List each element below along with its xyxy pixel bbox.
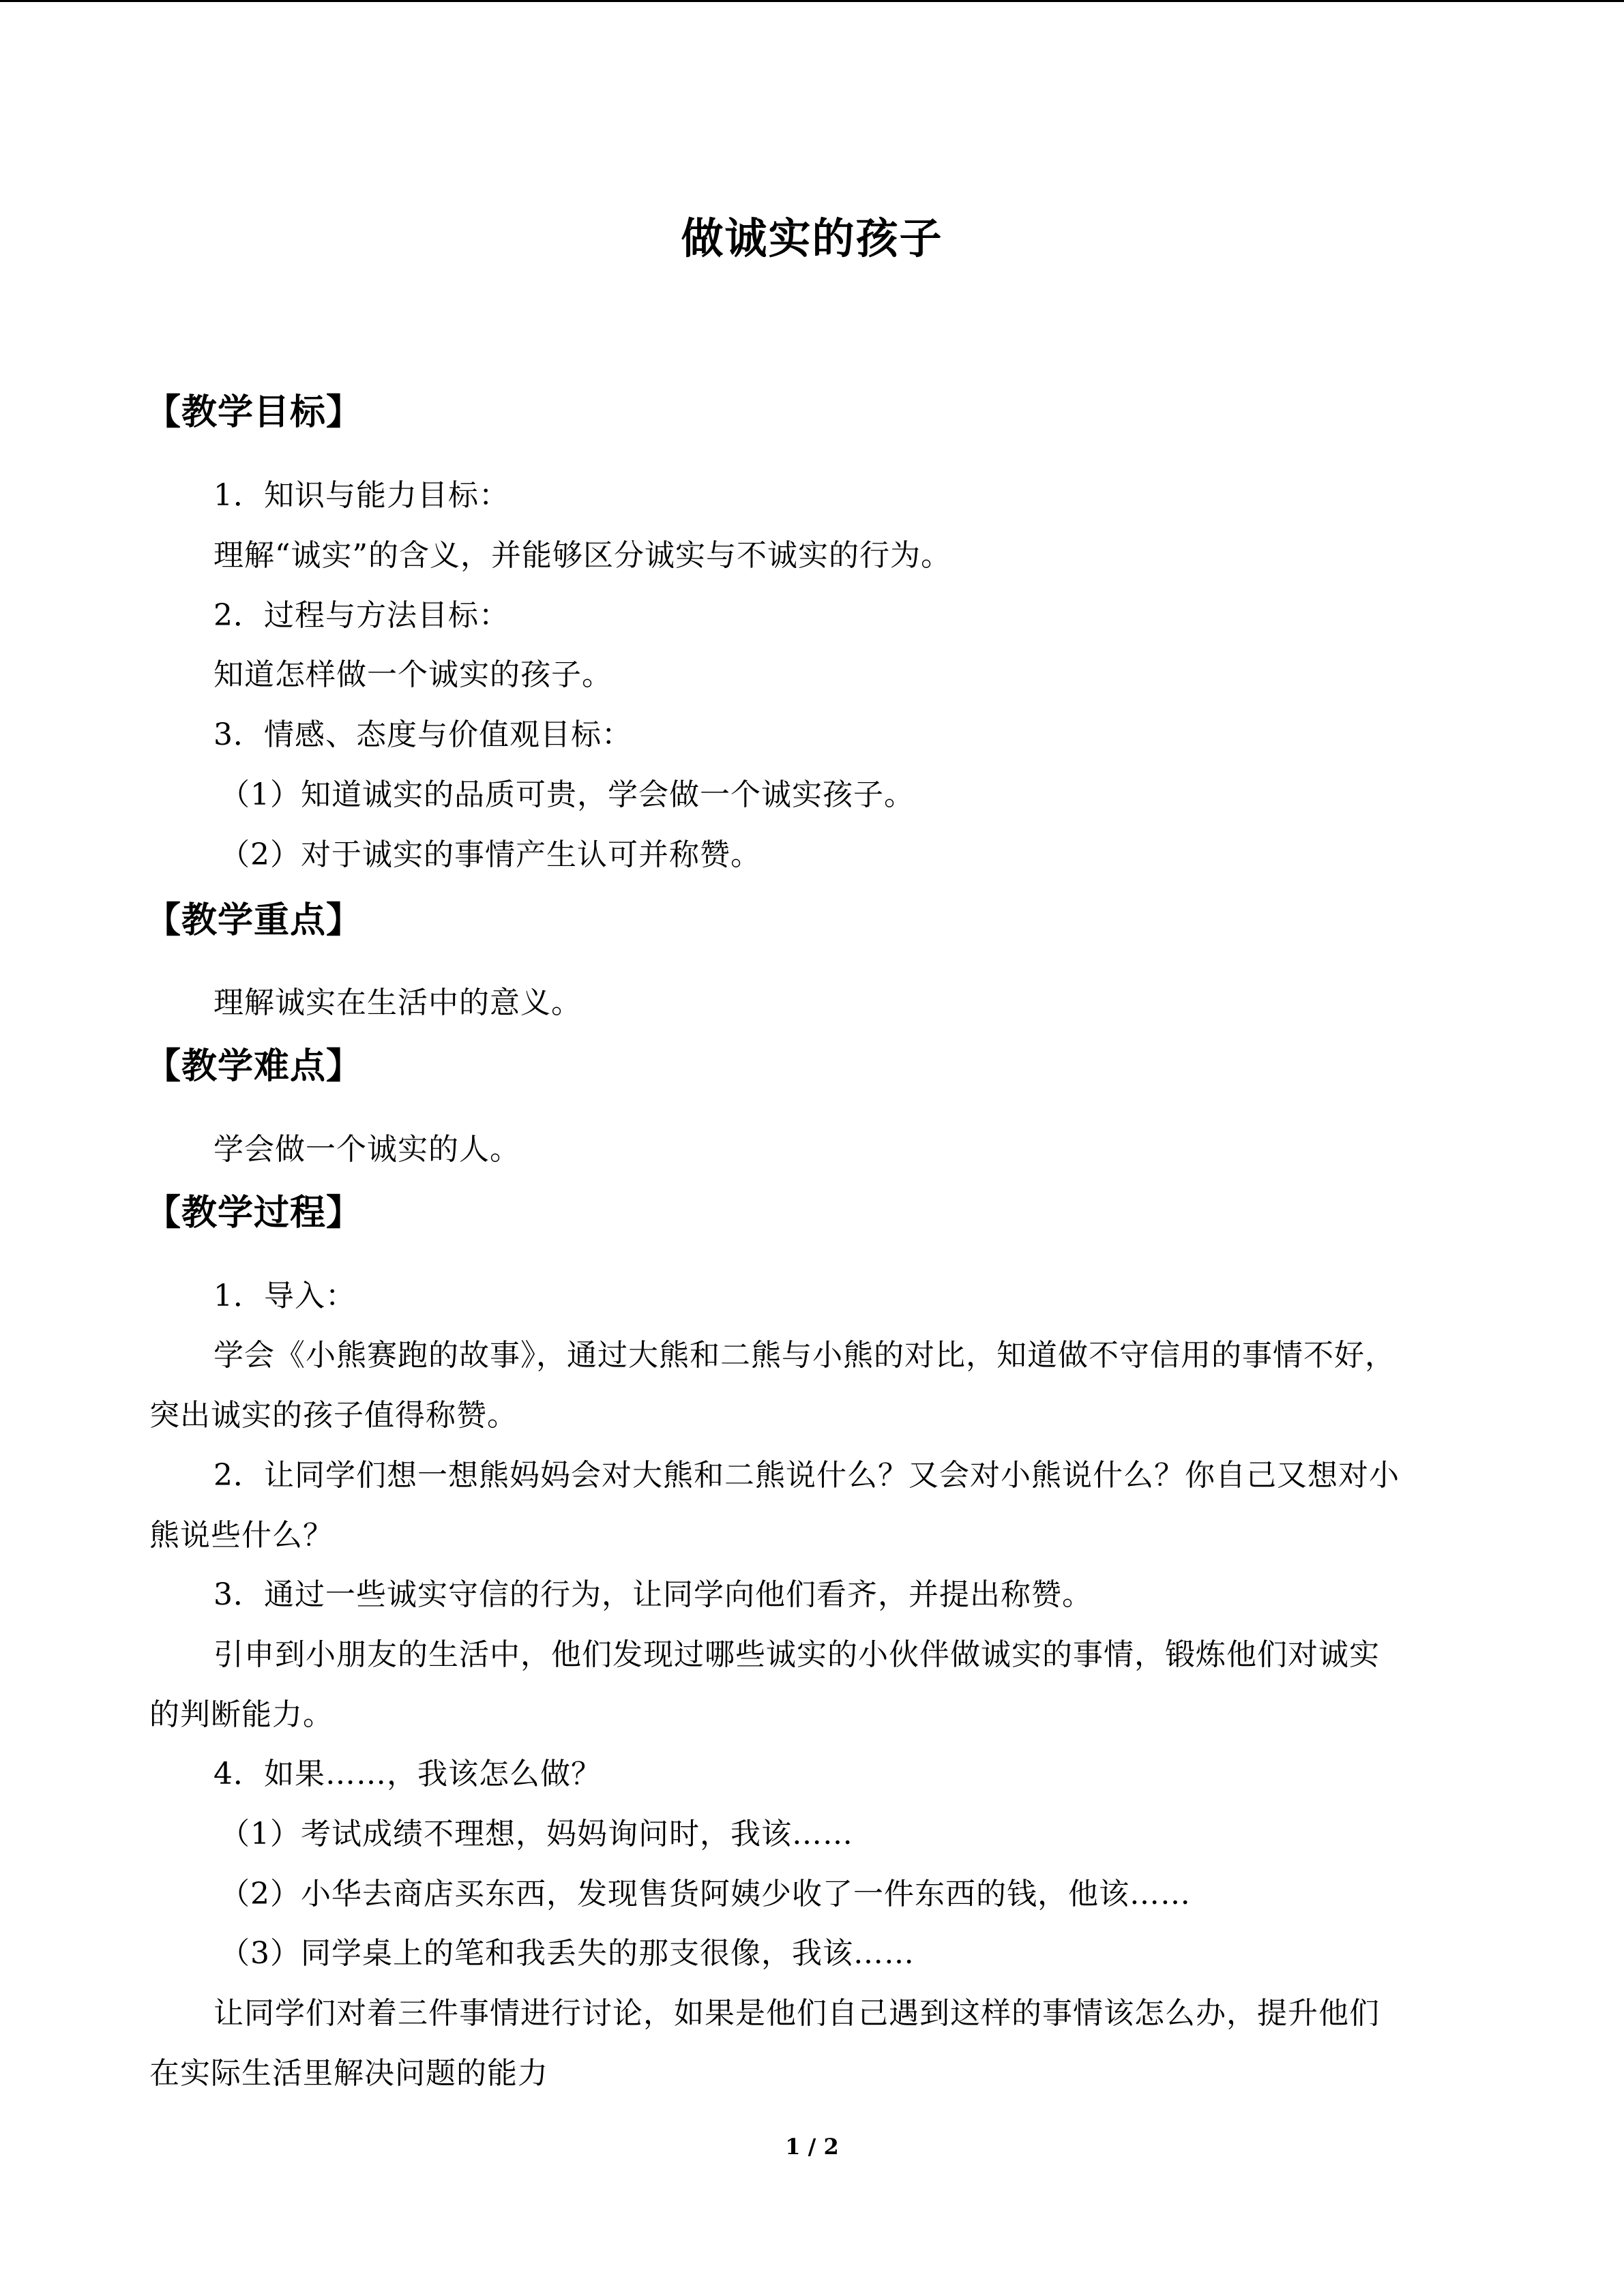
process-line: 的判断能力。 [149, 1697, 334, 1732]
document-title: 做诚实的孩子 [681, 213, 943, 263]
key-points-line: 理解诚实在生活中的意义。 [213, 985, 582, 1020]
process-line: 让同学们对着三件事情进行讨论，如果是他们自己遇到这样的事情该怎么办，提升他们 [213, 1996, 1380, 2031]
goals-line: （2）对于诚实的事情产生认可并称赞。 [220, 837, 761, 872]
section-heading-process: 【教学过程】 [145, 1192, 363, 1234]
process-line: （2）小华去商店买东西，发现售货阿姨少收了一件东西的钱，他该…… [220, 1877, 1191, 1911]
process-line: （1）考试成绩不理想，妈妈询问时，我该…… [220, 1817, 853, 1851]
process-line: （3）同学桌上的笔和我丢失的那支很像，我该…… [220, 1936, 915, 1971]
process-line: 突出诚实的孩子值得称赞。 [149, 1398, 518, 1433]
process-line: 4．如果……，我该怎么做？ [213, 1757, 602, 1791]
section-heading-key-points: 【教学重点】 [145, 899, 363, 941]
process-line: 2．让同学们想一想熊妈妈会对大熊和二熊说什么？又会对小熊说什么？你自己又想对小 [213, 1458, 1400, 1493]
process-line: 3．通过一些诚实守信的行为，让同学向他们看齐，并提出称赞。 [213, 1577, 1093, 1612]
goals-line: 1．知识与能力目标： [213, 478, 510, 513]
page-number: 1 / 2 [785, 2134, 839, 2160]
goals-line: 3．情感、态度与价值观目标： [213, 717, 632, 752]
goals-line: 2．过程与方法目标： [213, 598, 510, 633]
process-line: 熊说些什么？ [149, 1518, 334, 1553]
process-line: 1．导入： [213, 1279, 356, 1313]
difficulties-line: 学会做一个诚实的人。 [213, 1132, 520, 1167]
goals-line: 理解“诚实”的含义，并能够区分诚实与不诚实的行为。 [213, 538, 951, 573]
process-line: 学会《小熊赛跑的故事》，通过大熊和二熊与小熊的对比，知道做不守信用的事情不好， [213, 1338, 1396, 1373]
section-heading-goals: 【教学目标】 [145, 391, 363, 433]
process-line: 引申到小朋友的生活中，他们发现过哪些诚实的小伙伴做诚实的事情，锻炼他们对诚实 [213, 1637, 1380, 1672]
goals-line: （1）知道诚实的品质可贵，学会做一个诚实孩子。 [220, 777, 915, 812]
section-heading-difficulties: 【教学难点】 [145, 1045, 363, 1087]
process-line: 在实际生活里解决问题的能力 [149, 2056, 548, 2091]
goals-line: 知道怎样做一个诚实的孩子。 [213, 657, 612, 692]
